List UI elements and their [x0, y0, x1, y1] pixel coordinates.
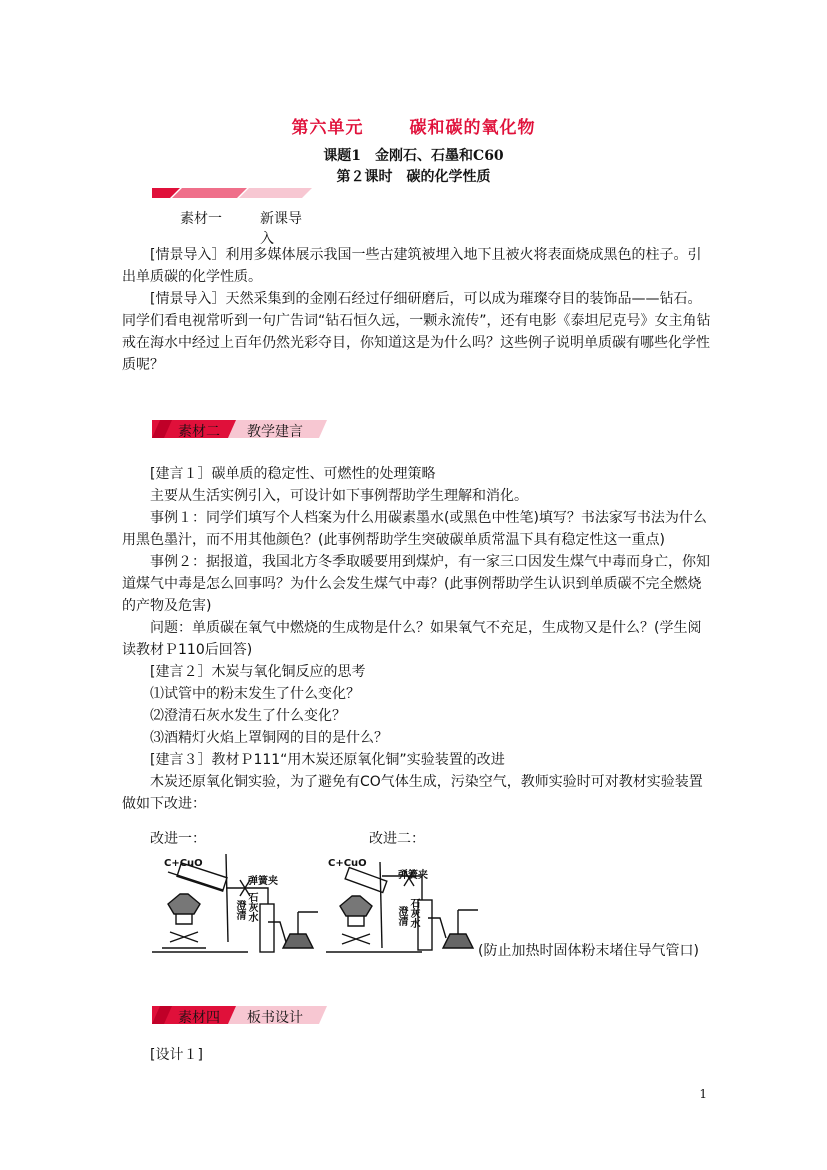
section-banner-1 — [152, 186, 312, 247]
lime-water-label-a: 澄清 — [234, 900, 245, 920]
advice-2-q2: ⑵澄清石灰水发生了什么变化？ — [150, 708, 346, 724]
intro-paragraph-1: [情景导入］利用多媒体展示我国一些古建筑被埋入地下且被火将表面烧成黑色的柱子。引出单质碳的化学性质。 — [122, 247, 702, 285]
clamp-label: 弹簧夹 — [398, 870, 428, 881]
section-label: 素材一 — [180, 211, 222, 227]
page-title — [0, 113, 827, 138]
reagent-label: C+CuO — [328, 858, 367, 869]
apparatus-2 — [322, 852, 482, 962]
lime-water-label-b: 石灰水 — [246, 892, 257, 922]
apparatus-1-drawing — [148, 852, 323, 962]
title-unit: 第六单元 — [291, 118, 364, 138]
figure-label-2: 改进二： — [369, 831, 425, 847]
section-label: 素材四 — [178, 1010, 220, 1026]
reagent-label: C+CuO — [164, 858, 203, 869]
title-topic: 碳和碳的氧化物 — [409, 118, 536, 138]
section-name: 板书设计 — [247, 1010, 303, 1026]
lesson-subtitle: 课题1 金刚石、石墨和C60 — [323, 148, 504, 164]
advice-1-text: 主要从生活实例引入，可设计如下事例帮助学生理解和消化。 — [150, 488, 528, 504]
section-name: 教学建言 — [247, 424, 303, 440]
apparatus-2-drawing — [322, 852, 482, 962]
page-number: 1 — [699, 1087, 707, 1101]
advice-2-q1: ⑴试管中的粉末发生了什么变化？ — [150, 686, 360, 702]
advice-2-q3: ⑶酒精灯火焰上罩铜网的目的是什么？ — [150, 730, 388, 746]
lime-water-label-a: 澄清 — [396, 906, 407, 926]
section-name: 新课导入 — [260, 211, 302, 247]
lime-water-label-b: 石灰水 — [408, 898, 419, 928]
question: 问题：单质碳在氧气中燃烧的生成物是什么？如果氧气不充足，生成物又是什么？(学生阅读教材Ｐ110后回答) — [122, 620, 702, 658]
section-banner-4 — [152, 1004, 327, 1030]
clamp-label: 弹簧夹 — [248, 876, 278, 887]
advice-1-heading: [建言１］碳单质的稳定性、可燃性的处理策略 — [150, 466, 436, 482]
example-1: 事例１：同学们填写个人档案为什么用碳素墨水(或黑色中性笔)填写？书法家写书法为什么用黑色墨汁，而不用其他颜色？(此事例帮助学生突破碳单质常温下具有稳定性这一重点) — [122, 510, 707, 548]
section-banner-2 — [152, 418, 327, 444]
advice-3-heading: [建言３］教材Ｐ111“用木炭还原氧化铜”实验装置的改进 — [150, 752, 505, 768]
advice-3-text: 木炭还原氧化铜实验，为了避免有CO气体生成，污染空气，教师实验时可对教材实验装置做如下改进： — [122, 774, 703, 812]
section2-body — [122, 463, 712, 815]
advice-2-heading: [建言２］木炭与氧化铜反应的思考 — [150, 664, 366, 680]
figure-caption: (防止加热时固体粉末堵住导气管口) — [478, 943, 699, 959]
period-subtitle: 第２课时 碳的化学性质 — [336, 169, 491, 185]
apparatus-1 — [148, 852, 323, 962]
section-label: 素材二 — [178, 424, 220, 440]
design-1-heading: [设计１] — [150, 1047, 203, 1063]
section1-body — [122, 244, 712, 376]
intro-paragraph-2: [情景导入］天然采集到的金刚石经过仔细研磨后，可以成为璀璨夺目的装饰品——钻石。同学们看电视常听到一句广告词“钻石恒久远，一颗永流传”，还有电影《泰坦尼克号》女主角钻戒在海水中经过上百年仍然光彩夺目，你知道这是为什么吗？这些例子说明单质碳有哪些化学性质呢？ — [122, 291, 711, 373]
example-2: 事例２：据报道，我国北方冬季取暖要用到煤炉，有一家三口因发生煤气中毒而身亡，你知道煤气中毒是怎么回事吗？为什么会发生煤气中毒？(此事例帮助学生认识到单质碳不完全燃烧的产物及危害) — [122, 554, 710, 614]
figure-label-1: 改进一： — [150, 831, 206, 847]
